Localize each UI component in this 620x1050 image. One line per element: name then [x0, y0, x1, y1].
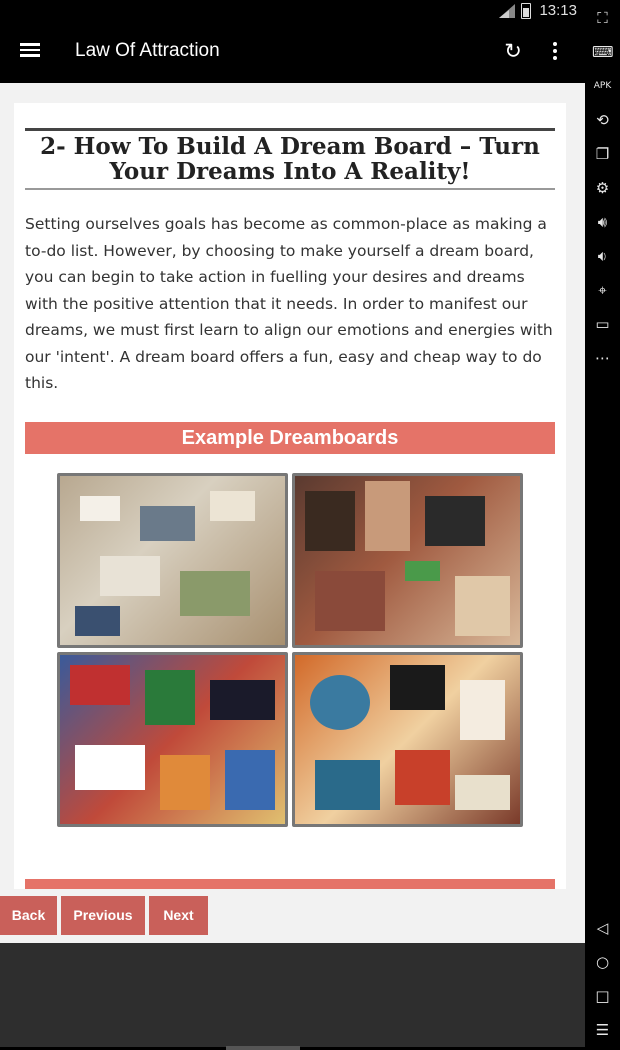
signal-icon: [499, 4, 515, 18]
rotate-icon[interactable]: ⟲: [596, 111, 609, 129]
dreamboard-image-3: [57, 652, 288, 827]
dreamboard-image-grid: [57, 473, 524, 827]
empty-bottom-area: [0, 943, 585, 1047]
emulator-toolbar: [585, 0, 620, 1050]
status-bar: [0, 0, 585, 24]
back-button[interactable]: Back: [0, 896, 57, 935]
next-button[interactable]: Next: [149, 896, 208, 935]
article-card: [14, 103, 566, 889]
more-icon[interactable]: ⋯: [595, 349, 610, 367]
content-scroll-area[interactable]: [0, 83, 585, 889]
apk-install-icon[interactable]: APK: [593, 81, 612, 91]
keyboard-icon[interactable]: ⌨: [592, 43, 614, 61]
previous-button[interactable]: Previous: [61, 896, 145, 935]
status-time: 13:13: [539, 2, 577, 19]
heading-line-1: 2- How To Build A Dream Board – Turn: [40, 133, 540, 160]
battery-icon: [521, 3, 531, 19]
navigation-bar: [0, 889, 585, 943]
home-circle-icon[interactable]: ○: [595, 953, 610, 971]
copy-icon[interactable]: ❐: [595, 145, 610, 163]
dreamboard-image-2: [292, 473, 523, 648]
home-indicator: [226, 1046, 300, 1050]
next-section-banner: [25, 879, 555, 889]
back-triangle-icon[interactable]: ◁: [596, 919, 609, 937]
settings-icon[interactable]: ⚙: [595, 179, 610, 197]
intro-paragraph: Setting ourselves goals has become as common-place as making a to-do list. However, by choosing to make yourself a dream board, you can begin to take action in fuelling your desires and dreams with the positive attention that it needs. In order to manifest our dreams, we must first learn to align our emotions and energies with our 'intent'. A dream board offers a fun, easy and cheap way to do this.: [25, 215, 553, 392]
overflow-menu-icon[interactable]: [543, 39, 567, 63]
app-bar: [0, 24, 585, 83]
refresh-icon[interactable]: ↻: [504, 39, 522, 63]
article-heading: [25, 128, 555, 190]
volume-down-icon[interactable]: 🔉︎: [597, 247, 608, 265]
menu-list-icon[interactable]: ☰: [595, 1021, 610, 1039]
app-title: Law Of Attraction: [75, 40, 220, 61]
fullscreen-icon[interactable]: ⛶: [597, 9, 608, 27]
hamburger-menu-icon[interactable]: [18, 40, 42, 64]
location-icon[interactable]: ⌖: [598, 281, 607, 299]
recents-square-icon[interactable]: □: [595, 987, 610, 1005]
section-banner: Example Dreamboards: [25, 422, 555, 454]
folder-icon[interactable]: ▭: [595, 315, 610, 333]
dreamboard-image-4: [292, 652, 523, 827]
volume-up-icon[interactable]: 🔊︎: [597, 213, 608, 231]
heading-line-2: Your Dreams Into A Reality!: [109, 158, 471, 185]
dreamboard-image-1: [57, 473, 288, 648]
